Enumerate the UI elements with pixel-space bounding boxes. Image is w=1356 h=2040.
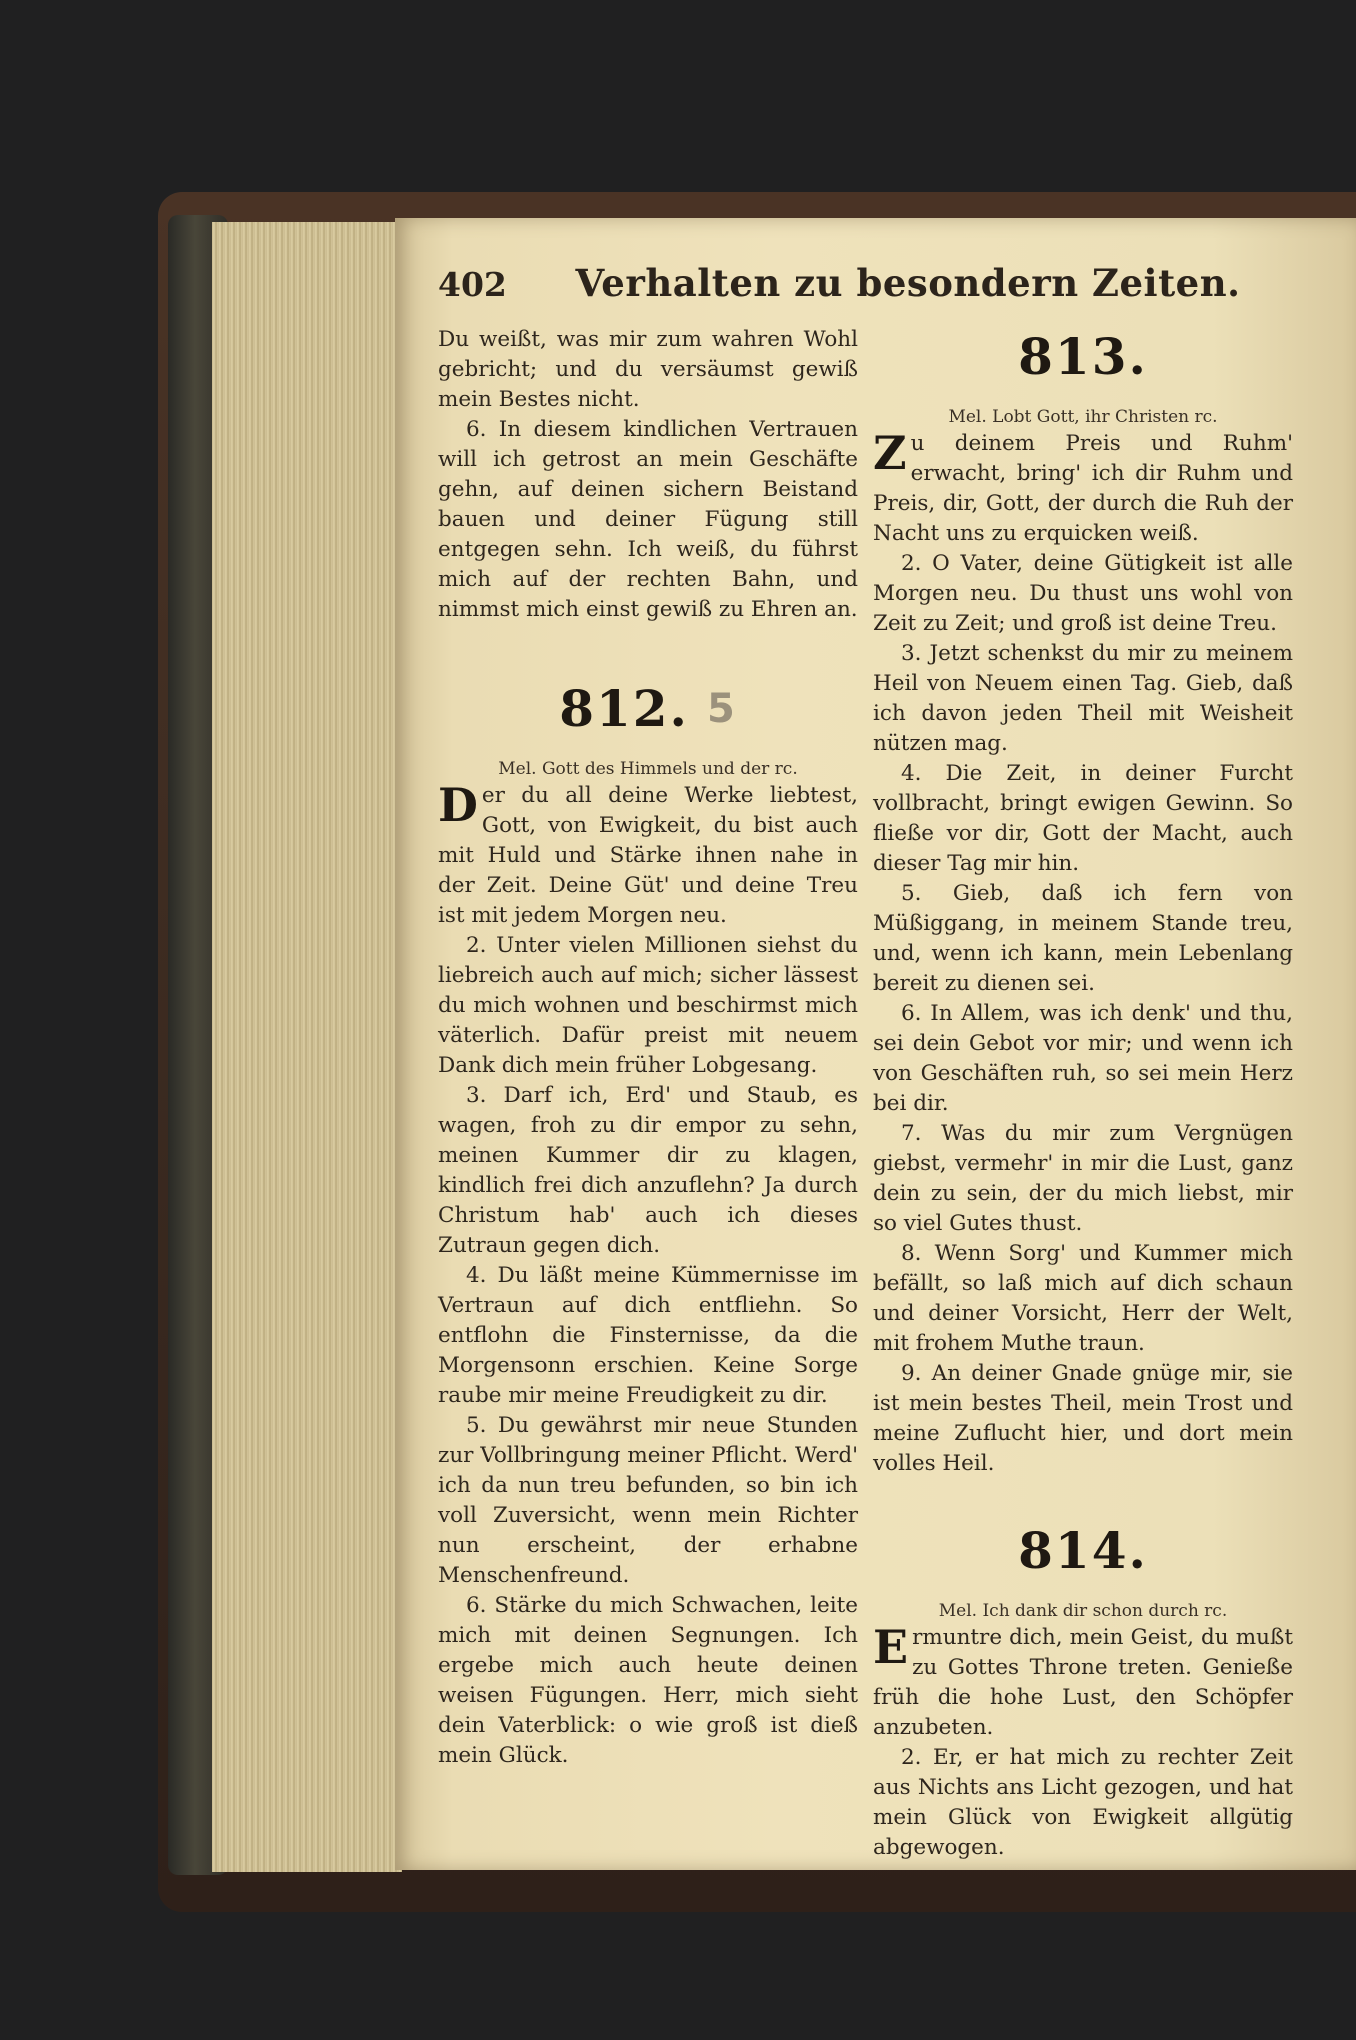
verse-text: Du weißt, was mir zum wahren Wohl gebricht; und du versäumst gewiß mein Bestes nicht. (438, 327, 858, 412)
verse-text: 4. Die Zeit, in deiner Furcht vollbracht, bringt ewigen Gewinn. So fließe vor dir, Gott der Macht, auch dieser Tag mir hin. (873, 761, 1293, 876)
hymn-number-814: 814. (1018, 1521, 1148, 1580)
verse-text: 3. Jetzt schenkst du mir zu meinem Heil von Neuem einen Tag. Gieb, daß ich davon jeden Theil mit Weisheit nützen mag. (873, 641, 1293, 756)
drop-initial: D (438, 778, 478, 832)
verse-text: Der du all deine Werke liebtest, Gott, von Ewigkeit, du bist auch mit Huld und Stärke ihnen nahe in der Zeit. Deine Güt' und deine Treu ist mit jedem Morgen neu. (438, 778, 858, 928)
verse-text: 6. In diesem kindlichen Vertrauen will ich getrost an mein Geschäfte gehn, auf deinen sichern Beistand bauen und deiner Fügung still entgegen sehn. Ich weiß, du führst mich auf der rechten Bahn, und nimmst mich einst gewiß zu Ehren an. (438, 417, 858, 622)
page-number: 402 (438, 265, 507, 304)
hymn-number-813: 813. (1018, 327, 1148, 386)
melody-line: Mel. Lobt Gott, ihr Christen rc. (948, 407, 1218, 427)
page-edges (212, 222, 402, 1872)
verse-text: 6. Stärke du mich Schwachen, leite mich mit deinen Segnungen. Ich ergebe mich auch heute deinen weisen Fügungen. Herr, mich sieht dein Vaterblick: o wie groß ist dieß mein Glück. (438, 1593, 858, 1768)
verse-text: 8. Wenn Sorg' und Kummer mich befällt, so laß mich auf dich schaun und deiner Vorsicht, Herr der Welt, mit frohem Muthe traun. (873, 1241, 1293, 1356)
verse-text: 2. O Vater, deine Gütigkeit ist alle Morgen neu. Du thust uns wohl von Zeit zu Zeit; und groß ist deine Treu. (873, 551, 1293, 636)
verse-text: Zu deinem Preis und Ruhm' erwacht, bring' ich dir Ruhm und Preis, dir, Gott, der durch die Ruh der Nacht uns zu erquicken weiß. (873, 426, 1293, 546)
verse-text: 3. Darf ich, Erd' und Staub, es wagen, froh zu dir empor zu sehn, meinen Kummer dir zu klagen, kindlich frei dich anzuflehn? Ja durch Christum hab' auch ich dieses Zutraun gegen dich. (438, 1083, 858, 1258)
melody-line: Mel. Gott des Himmels und der rc. (498, 759, 798, 779)
drop-initial: Z (873, 426, 907, 480)
verse-text: 4. Du läßt meine Kümmernisse im Vertraun auf dich entfliehn. So entflohn die Finsternisse, da die Morgensonn erschien. Keine Sorge raube mir meine Freudigkeit zu dir. (438, 1263, 858, 1408)
left-column (438, 325, 858, 1771)
hymn-number-812: 812. 5 (438, 677, 858, 741)
drop-initial: E (873, 1620, 909, 1674)
verse-text: 2. Er, er hat mich zu rechter Zeit aus Nichts ans Licht gezogen, und hat mein Glück von Ewigkeit allgütig abgewogen. (873, 1745, 1293, 1860)
running-head (438, 261, 1278, 317)
verse-text: 2. Unter vielen Millionen siehst du liebreich auch auf mich; sicher lässest du mich wohnen und beschirmst mich väterlich. Dafür preist mit neuem Dank dich mein früher Lobgesang. (438, 933, 858, 1078)
verse-text: 5. Gieb, daß ich fern von Müßiggang, in meinem Stande treu, und, wenn ich kann, mein Lebenlang bereit zu dienen sei. (873, 881, 1293, 996)
verse-text: 7. Was du mir zum Vergnügen giebst, vermehr' in mir die Lust, ganz dein zu sein, der du mich liebst, mir so viel Gutes thust. (873, 1121, 1293, 1236)
right-column (873, 325, 1293, 1863)
verse-text: Ermuntre dich, mein Geist, du mußt zu Gottes Throne treten. Genieße früh die hohe Lust, den Schöpfer anzubeten. (873, 1620, 1293, 1740)
running-head-title: Verhalten zu besondern Zeiten. (575, 261, 1241, 305)
verse-text: 6. In Allem, was ich denk' und thu, sei dein Gebot vor mir; und wenn ich von Geschäften ruh, so sei mein Herz bei dir. (873, 1001, 1293, 1116)
verse-text: 5. Du gewährst mir neue Stunden zur Vollbringung meiner Pflicht. Werd' ich da nun treu befunden, so bin ich voll Zuversicht, wenn mein Richter nun erscheint, der erhabne Menschenfreund. (438, 1413, 858, 1588)
pencil-note: 5 (706, 686, 737, 732)
verse-text: 9. An deiner Gnade gnüge mir, sie ist mein bestes Theil, mein Trost und meine Zuflucht hier, und dort mein volles Heil. (873, 1361, 1293, 1476)
melody-line: Mel. Ich dank dir schon durch rc. (938, 1601, 1228, 1621)
